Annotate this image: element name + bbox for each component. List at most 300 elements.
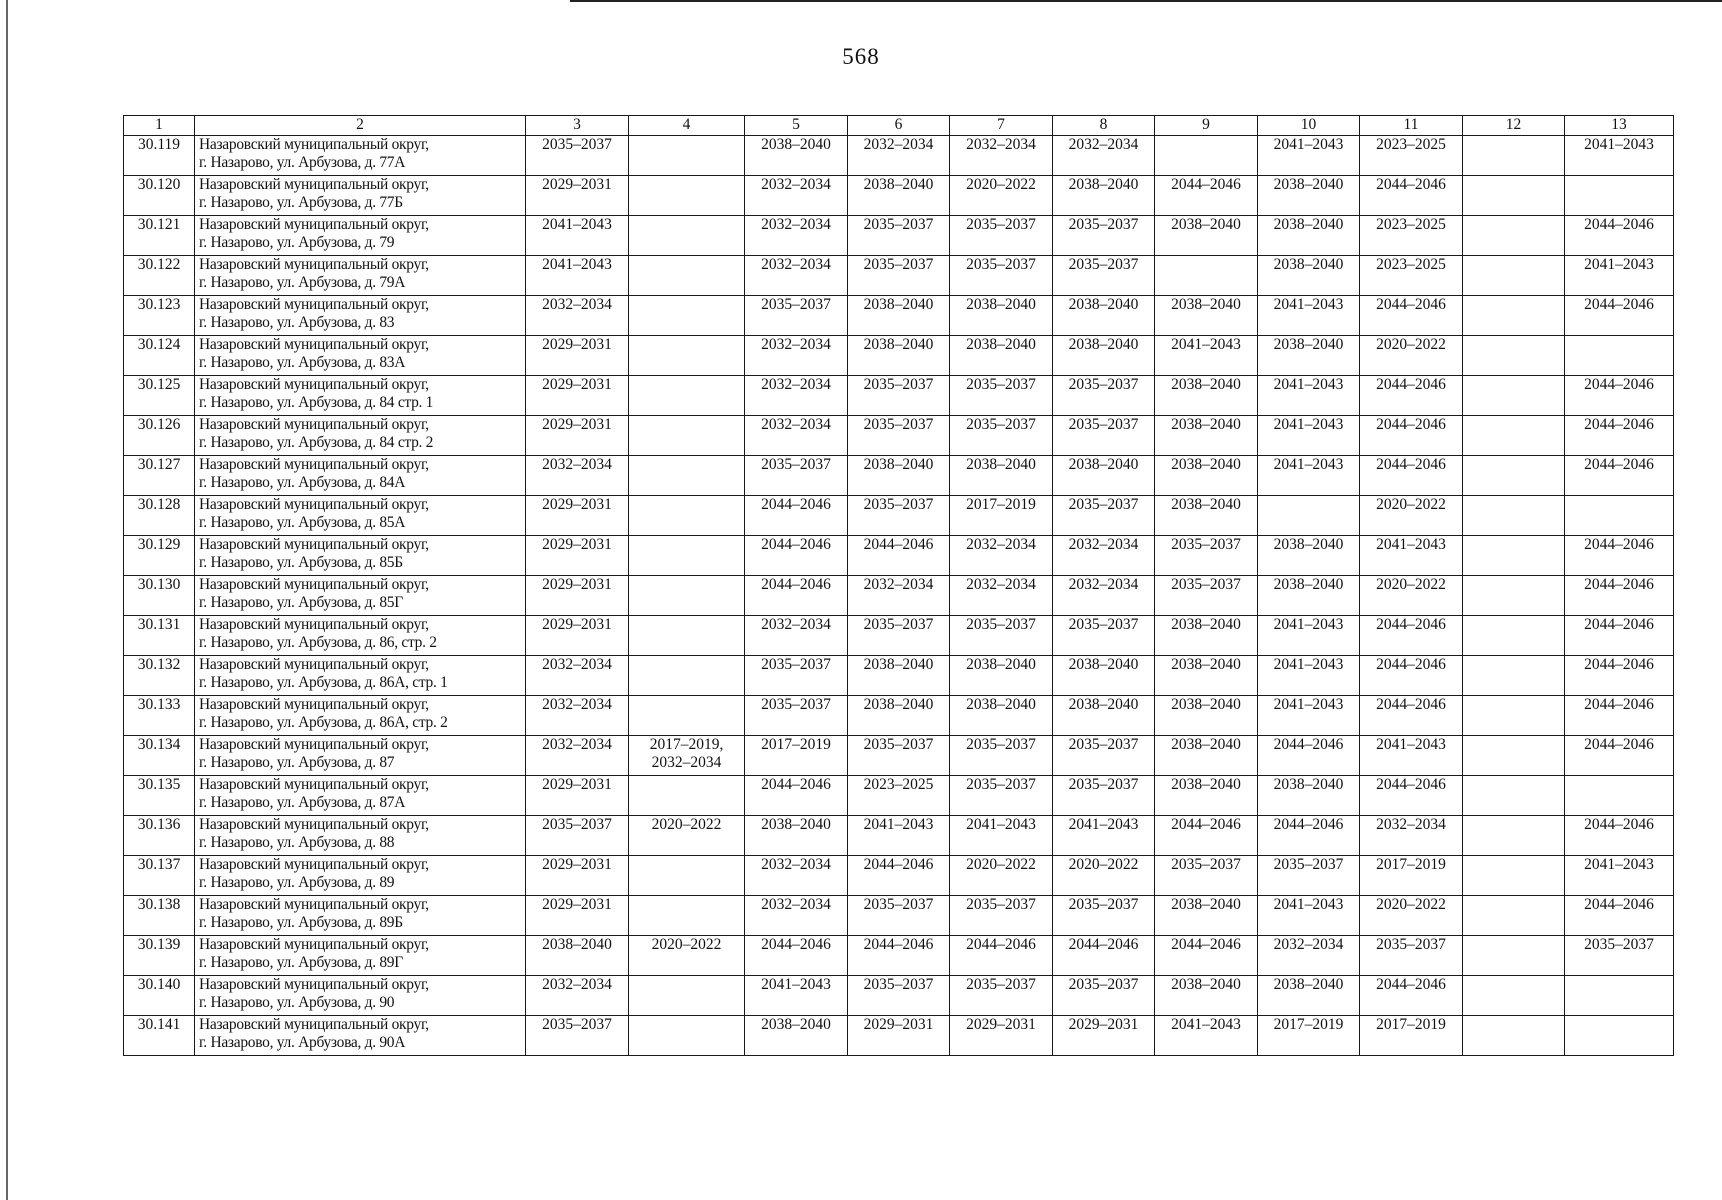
period-cell-10 xyxy=(1258,656,1360,696)
period-value: 2029–2031 xyxy=(542,496,612,513)
period-value: 2032–2034 xyxy=(966,136,1036,153)
period-value: 2038–2040 xyxy=(1171,216,1241,233)
period-cell-8 xyxy=(1053,576,1155,616)
period-cell-12 xyxy=(1463,256,1565,296)
period-value: 2038–2040 xyxy=(1273,776,1344,793)
period-cell-10 xyxy=(1258,176,1360,216)
period-value: 2032–2034 xyxy=(761,896,831,913)
period-value: 2032–2034 xyxy=(542,656,612,673)
period-cell-3 xyxy=(526,816,629,856)
period-value: 2029–2031 xyxy=(863,1016,934,1033)
period-cell-11 xyxy=(1360,536,1463,576)
period-cell-3 xyxy=(526,336,629,376)
row-number-cell: 30.133 xyxy=(124,696,195,736)
period-cell-9 xyxy=(1155,576,1258,616)
period-cell-7 xyxy=(950,776,1053,816)
top-rule xyxy=(570,0,1722,2)
period-cell-10 xyxy=(1258,936,1360,976)
period-value: 2029–2031 xyxy=(542,176,612,193)
address-cell xyxy=(195,216,526,256)
period-cell-11 xyxy=(1360,776,1463,816)
period-cell-6 xyxy=(848,456,950,496)
address-district: Назаровский муниципальный округ, xyxy=(199,576,429,593)
address-district: Назаровский муниципальный округ, xyxy=(199,816,429,833)
period-cell-13 xyxy=(1565,696,1674,736)
period-cell-9 xyxy=(1155,816,1258,856)
period-value: 2044–2046 xyxy=(1171,936,1241,953)
period-cell-13 xyxy=(1565,976,1674,1016)
period-value: 2038–2040 xyxy=(966,296,1036,313)
period-cell-13 xyxy=(1565,536,1674,576)
period-value: 2035–2037 xyxy=(1376,936,1446,953)
period-value: 2041–2043 xyxy=(1273,136,1344,153)
address-cell xyxy=(195,136,526,176)
address-street: г. Назарово, ул. Арбузова, д. 89 xyxy=(199,874,395,891)
address-district: Назаровский муниципальный округ, xyxy=(199,856,429,873)
period-cell-9 xyxy=(1155,496,1258,536)
row-number-cell: 30.137 xyxy=(124,856,195,896)
period-cell-9 xyxy=(1155,976,1258,1016)
period-value: 2029–2031 xyxy=(542,416,612,433)
period-value: 2038–2040 xyxy=(1273,576,1344,593)
row-number-cell: 30.132 xyxy=(124,656,195,696)
address-cell xyxy=(195,256,526,296)
period-cell-5 xyxy=(745,736,848,776)
period-value: 2032–2034 xyxy=(1376,816,1446,833)
period-cell-3 xyxy=(526,376,629,416)
table-row xyxy=(124,536,1674,576)
period-value: 2038–2040 xyxy=(761,136,831,153)
period-value: 2035–2037 xyxy=(1171,536,1241,553)
period-value: 2044–2046 xyxy=(761,936,831,953)
period-value: 2032–2034 xyxy=(761,256,831,273)
period-cell-8 xyxy=(1053,176,1155,216)
period-value: 2044–2046 xyxy=(1376,176,1446,193)
table-row xyxy=(124,936,1674,976)
period-value: 2044–2046 xyxy=(761,576,831,593)
period-cell-7 xyxy=(950,296,1053,336)
row-number-cell: 30.131 xyxy=(124,616,195,656)
address-district: Назаровский муниципальный округ, xyxy=(199,736,429,753)
period-value: 2023–2025 xyxy=(1376,136,1446,153)
period-cell-6 xyxy=(848,576,950,616)
period-cell-7 xyxy=(950,696,1053,736)
period-value: 2029–2031 xyxy=(542,336,612,353)
period-cell-4 xyxy=(629,736,745,776)
period-value: 2029–2031 xyxy=(542,856,612,873)
period-cell-10 xyxy=(1258,1016,1360,1056)
period-cell-12 xyxy=(1463,856,1565,896)
period-value: 2044–2046 xyxy=(1584,656,1654,673)
address-street: г. Назарово, ул. Арбузова, д. 83 xyxy=(199,314,395,331)
table-row xyxy=(124,616,1674,656)
period-value: 2038–2040 xyxy=(1171,616,1241,633)
period-cell-7 xyxy=(950,1016,1053,1056)
column-header: 4 xyxy=(629,116,745,136)
period-value: 2044–2046 xyxy=(1273,816,1344,833)
period-cell-11 xyxy=(1360,856,1463,896)
period-cell-5 xyxy=(745,576,848,616)
period-cell-7 xyxy=(950,736,1053,776)
period-cell-8 xyxy=(1053,776,1155,816)
address-street: г. Назарово, ул. Арбузова, д. 84 стр. 2 xyxy=(199,434,434,451)
period-cell-3 xyxy=(526,216,629,256)
period-cell-3 xyxy=(526,176,629,216)
period-cell-11 xyxy=(1360,656,1463,696)
period-cell-9 xyxy=(1155,696,1258,736)
period-cell-11 xyxy=(1360,336,1463,376)
address-district: Назаровский муниципальный округ, xyxy=(199,336,429,353)
period-value: 2044–2046 xyxy=(1584,536,1654,553)
period-cell-11 xyxy=(1360,376,1463,416)
period-value: 2038–2040 xyxy=(1068,696,1139,713)
row-number-cell: 30.129 xyxy=(124,536,195,576)
address-cell xyxy=(195,696,526,736)
table-row xyxy=(124,296,1674,336)
column-header: 11 xyxy=(1360,116,1463,136)
period-cell-8 xyxy=(1053,296,1155,336)
period-value: 2032–2034 xyxy=(651,754,722,771)
period-cell-6 xyxy=(848,936,950,976)
period-value: 2035–2037 xyxy=(863,416,934,433)
period-value: 2041–2043 xyxy=(1273,456,1344,473)
period-cell-6 xyxy=(848,416,950,456)
row-number-cell: 30.140 xyxy=(124,976,195,1016)
period-value: 2044–2046 xyxy=(1376,296,1446,313)
address-cell xyxy=(195,736,526,776)
table-row xyxy=(124,496,1674,536)
period-cell-3 xyxy=(526,416,629,456)
address-street: г. Назарово, ул. Арбузова, д. 87А xyxy=(199,794,406,811)
period-value: 2032–2034 xyxy=(542,456,612,473)
period-cell-13 xyxy=(1565,216,1674,256)
period-cell-11 xyxy=(1360,456,1463,496)
table-row xyxy=(124,976,1674,1016)
row-number-cell: 30.124 xyxy=(124,336,195,376)
period-value: 2032–2034 xyxy=(542,296,612,313)
table-row xyxy=(124,256,1674,296)
period-value: 2038–2040 xyxy=(863,696,934,713)
period-value: 2044–2046 xyxy=(761,776,831,793)
period-cell-5 xyxy=(745,616,848,656)
period-value: 2038–2040 xyxy=(1273,176,1344,193)
period-cell-13 xyxy=(1565,416,1674,456)
period-cell-7 xyxy=(950,576,1053,616)
period-cell-9 xyxy=(1155,376,1258,416)
period-value: 2035–2037 xyxy=(966,256,1036,273)
period-cell-9 xyxy=(1155,776,1258,816)
period-value: 2041–2043 xyxy=(1273,656,1344,673)
period-cell-7 xyxy=(950,896,1053,936)
period-cell-12 xyxy=(1463,296,1565,336)
period-cell-4 xyxy=(629,616,745,656)
address-district: Назаровский муниципальный округ, xyxy=(199,176,429,193)
row-number-cell: 30.123 xyxy=(124,296,195,336)
period-cell-5 xyxy=(745,216,848,256)
period-value: 2020–2022 xyxy=(651,816,722,833)
period-cell-4 xyxy=(629,376,745,416)
period-cell-8 xyxy=(1053,376,1155,416)
address-cell xyxy=(195,296,526,336)
table-row xyxy=(124,176,1674,216)
address-cell xyxy=(195,776,526,816)
period-value: 2044–2046 xyxy=(863,536,934,553)
period-cell-13 xyxy=(1565,856,1674,896)
period-cell-12 xyxy=(1463,416,1565,456)
period-cell-13 xyxy=(1565,1016,1674,1056)
period-cell-6 xyxy=(848,776,950,816)
period-value: 2038–2040 xyxy=(1171,736,1241,753)
period-cell-5 xyxy=(745,496,848,536)
table-row xyxy=(124,456,1674,496)
period-cell-8 xyxy=(1053,416,1155,456)
period-cell-8 xyxy=(1053,216,1155,256)
period-cell-9 xyxy=(1155,856,1258,896)
address-cell xyxy=(195,816,526,856)
column-header: 9 xyxy=(1155,116,1258,136)
period-value: 2038–2040 xyxy=(761,816,831,833)
period-cell-3 xyxy=(526,936,629,976)
period-value: 2041–2043 xyxy=(1273,896,1344,913)
table-row xyxy=(124,816,1674,856)
period-cell-11 xyxy=(1360,696,1463,736)
period-cell-13 xyxy=(1565,496,1674,536)
period-value: 2035–2037 xyxy=(1068,736,1139,753)
period-cell-11 xyxy=(1360,496,1463,536)
period-cell-10 xyxy=(1258,696,1360,736)
period-cell-5 xyxy=(745,816,848,856)
address-district: Назаровский муниципальный округ, xyxy=(199,896,429,913)
address-cell xyxy=(195,976,526,1016)
address-cell xyxy=(195,416,526,456)
period-cell-11 xyxy=(1360,416,1463,456)
period-value: 2038–2040 xyxy=(863,456,934,473)
period-value: 2041–2043 xyxy=(1376,736,1446,753)
period-cell-6 xyxy=(848,376,950,416)
address-street: г. Назарово, ул. Арбузова, д. 85Г xyxy=(199,594,403,611)
column-header: 10 xyxy=(1258,116,1360,136)
period-value: 2041–2043 xyxy=(542,256,612,273)
period-value: 2035–2037 xyxy=(761,296,831,313)
period-cell-11 xyxy=(1360,136,1463,176)
period-cell-3 xyxy=(526,896,629,936)
row-number-cell: 30.127 xyxy=(124,456,195,496)
period-value: 2038–2040 xyxy=(1068,656,1139,673)
period-cell-3 xyxy=(526,696,629,736)
column-header: 6 xyxy=(848,116,950,136)
period-value: 2017–2019 xyxy=(1376,856,1446,873)
period-value: 2038–2040 xyxy=(1171,896,1241,913)
table-row xyxy=(124,576,1674,616)
period-value: 2029–2031 xyxy=(542,896,612,913)
period-value: 2035–2037 xyxy=(1068,256,1139,273)
period-cell-6 xyxy=(848,696,950,736)
period-cell-12 xyxy=(1463,1016,1565,1056)
address-street: г. Назарово, ул. Арбузова, д. 84А xyxy=(199,474,406,491)
table-row xyxy=(124,776,1674,816)
period-cell-6 xyxy=(848,176,950,216)
period-value: 2035–2037 xyxy=(966,976,1036,993)
period-cell-13 xyxy=(1565,296,1674,336)
period-cell-10 xyxy=(1258,216,1360,256)
period-value: 2038–2040 xyxy=(966,656,1036,673)
address-street: г. Назарово, ул. Арбузова, д. 90А xyxy=(199,1034,406,1051)
period-cell-13 xyxy=(1565,616,1674,656)
period-cell-7 xyxy=(950,656,1053,696)
period-cell-9 xyxy=(1155,1016,1258,1056)
period-cell-5 xyxy=(745,656,848,696)
period-value: 2038–2040 xyxy=(761,1016,831,1033)
period-cell-8 xyxy=(1053,1016,1155,1056)
period-cell-5 xyxy=(745,456,848,496)
period-value: 2035–2037 xyxy=(1068,896,1139,913)
row-number-cell: 30.141 xyxy=(124,1016,195,1056)
period-cell-13 xyxy=(1565,936,1674,976)
period-cell-5 xyxy=(745,336,848,376)
period-value: 2038–2040 xyxy=(1171,656,1241,673)
period-value: 2041–2043 xyxy=(1273,616,1344,633)
period-cell-8 xyxy=(1053,336,1155,376)
period-cell-7 xyxy=(950,376,1053,416)
column-header: 3 xyxy=(526,116,629,136)
header-row xyxy=(124,116,1674,136)
period-value: 2038–2040 xyxy=(1273,216,1344,233)
period-cell-4 xyxy=(629,136,745,176)
scan-edge xyxy=(6,0,8,1200)
period-cell-11 xyxy=(1360,816,1463,856)
period-value: 2035–2037 xyxy=(542,136,612,153)
period-cell-5 xyxy=(745,176,848,216)
period-value: 2038–2040 xyxy=(1068,176,1139,193)
period-value: 2020–2022 xyxy=(1376,576,1446,593)
period-cell-4 xyxy=(629,856,745,896)
period-cell-6 xyxy=(848,816,950,856)
period-cell-12 xyxy=(1463,376,1565,416)
period-cell-6 xyxy=(848,536,950,576)
period-cell-5 xyxy=(745,896,848,936)
period-value: 2038–2040 xyxy=(1068,456,1139,473)
page-number: 568 xyxy=(842,44,880,69)
period-cell-5 xyxy=(745,936,848,976)
address-cell xyxy=(195,616,526,656)
period-value: 2035–2037 xyxy=(966,776,1036,793)
period-value: 2044–2046 xyxy=(1273,736,1344,753)
period-cell-3 xyxy=(526,736,629,776)
row-number-cell: 30.134 xyxy=(124,736,195,776)
period-cell-11 xyxy=(1360,256,1463,296)
period-cell-3 xyxy=(526,456,629,496)
period-cell-8 xyxy=(1053,976,1155,1016)
address-district: Назаровский муниципальный округ, xyxy=(199,216,429,233)
period-value: 2044–2046 xyxy=(1376,776,1446,793)
period-cell-9 xyxy=(1155,456,1258,496)
period-cell-10 xyxy=(1258,776,1360,816)
period-cell-10 xyxy=(1258,416,1360,456)
address-street: г. Назарово, ул. Арбузова, д. 88 xyxy=(199,834,395,851)
address-cell xyxy=(195,856,526,896)
period-value: 2041–2043 xyxy=(1273,296,1344,313)
address-district: Назаровский муниципальный округ, xyxy=(199,616,429,633)
period-value: 2029–2031 xyxy=(542,616,612,633)
period-cell-8 xyxy=(1053,616,1155,656)
period-cell-7 xyxy=(950,496,1053,536)
period-cell-4 xyxy=(629,216,745,256)
period-cell-8 xyxy=(1053,896,1155,936)
period-cell-7 xyxy=(950,336,1053,376)
period-cell-3 xyxy=(526,576,629,616)
period-value: 2032–2034 xyxy=(1068,576,1139,593)
period-cell-9 xyxy=(1155,176,1258,216)
period-cell-4 xyxy=(629,816,745,856)
table-row xyxy=(124,696,1674,736)
column-header: 13 xyxy=(1565,116,1674,136)
period-value: 2041–2043 xyxy=(1376,536,1446,553)
period-cell-10 xyxy=(1258,816,1360,856)
period-value: 2044–2046 xyxy=(1584,376,1654,393)
address-district: Назаровский муниципальный округ, xyxy=(199,936,429,953)
period-cell-7 xyxy=(950,936,1053,976)
period-cell-13 xyxy=(1565,736,1674,776)
period-cell-7 xyxy=(950,136,1053,176)
period-value: 2044–2046 xyxy=(1584,736,1654,753)
table-row xyxy=(124,736,1674,776)
period-cell-12 xyxy=(1463,216,1565,256)
address-street: г. Назарово, ул. Арбузова, д. 84 стр. 1 xyxy=(199,394,434,411)
period-cell-13 xyxy=(1565,656,1674,696)
period-value: 2044–2046 xyxy=(1584,576,1654,593)
address-cell xyxy=(195,1016,526,1056)
address-street: г. Назарово, ул. Арбузова, д. 87 xyxy=(199,754,395,771)
period-value: 2032–2034 xyxy=(542,736,612,753)
period-value: 2017–2019 xyxy=(1376,1016,1446,1033)
period-cell-6 xyxy=(848,616,950,656)
period-cell-6 xyxy=(848,656,950,696)
period-value: 2044–2046 xyxy=(1584,296,1654,313)
period-value: 2017–2019 xyxy=(761,736,831,753)
period-cell-11 xyxy=(1360,896,1463,936)
table-row xyxy=(124,656,1674,696)
table-row xyxy=(124,136,1674,176)
period-cell-12 xyxy=(1463,336,1565,376)
period-value: 2038–2040 xyxy=(1273,336,1344,353)
period-cell-11 xyxy=(1360,576,1463,616)
period-cell-13 xyxy=(1565,376,1674,416)
period-cell-3 xyxy=(526,256,629,296)
period-value: 2038–2040 xyxy=(1068,336,1139,353)
period-value: 2035–2037 xyxy=(966,736,1036,753)
period-value: 2041–2043 xyxy=(1171,1016,1241,1033)
period-cell-5 xyxy=(745,1016,848,1056)
schedule-table xyxy=(123,115,1674,1056)
period-value: 2041–2043 xyxy=(863,816,934,833)
period-cell-11 xyxy=(1360,296,1463,336)
table-row xyxy=(124,1016,1674,1056)
period-value: 2020–2022 xyxy=(1068,856,1139,873)
period-value: 2035–2037 xyxy=(863,256,934,273)
period-cell-12 xyxy=(1463,936,1565,976)
period-cell-5 xyxy=(745,296,848,336)
table-row xyxy=(124,416,1674,456)
period-value: 2038–2040 xyxy=(542,936,612,953)
period-value: 2023–2025 xyxy=(1376,216,1446,233)
period-cell-6 xyxy=(848,736,950,776)
period-value: 2035–2037 xyxy=(863,736,934,753)
period-value: 2035–2037 xyxy=(542,816,612,833)
period-cell-6 xyxy=(848,216,950,256)
period-cell-12 xyxy=(1463,776,1565,816)
period-value: 2044–2046 xyxy=(1376,976,1446,993)
period-cell-11 xyxy=(1360,216,1463,256)
